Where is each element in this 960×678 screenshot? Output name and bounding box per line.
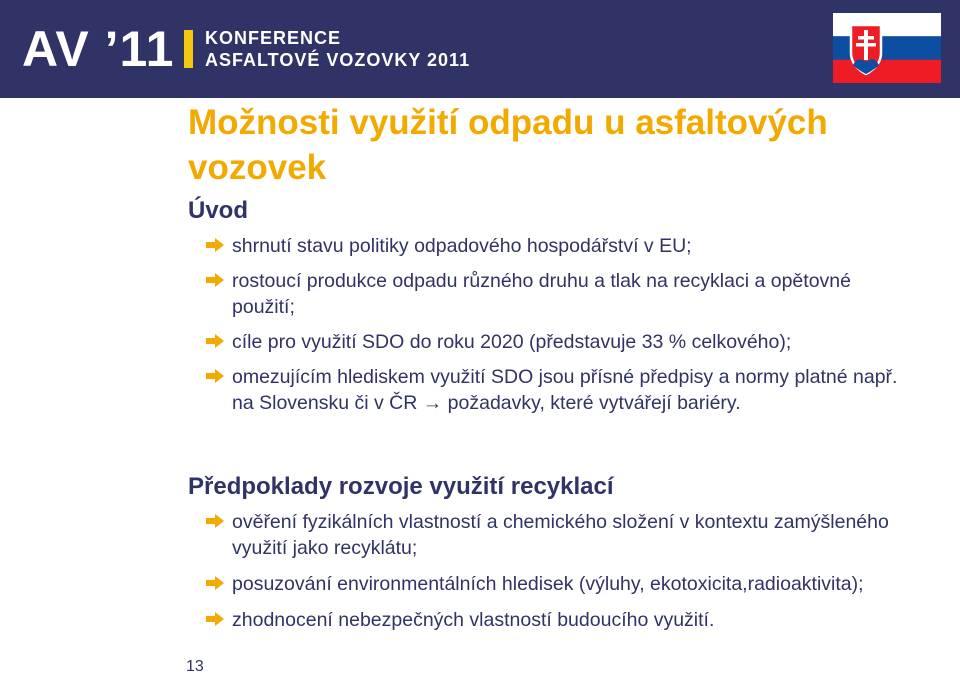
arrow-bullet-icon xyxy=(205,611,225,627)
logo-divider xyxy=(184,30,193,68)
prerequisites-bullet-list xyxy=(205,509,905,643)
list-item xyxy=(205,268,905,320)
arrow-bullet-icon xyxy=(205,333,225,349)
page-number: 13 xyxy=(186,658,204,675)
list-item xyxy=(205,509,905,561)
list-item-text: ověření fyzikálních vlastností a chemického složení v kontextu zamýšleného využití jako recyklátu; xyxy=(232,511,889,559)
arrow-bullet-icon xyxy=(205,575,225,591)
arrow-bullet-icon xyxy=(205,237,225,253)
list-item xyxy=(205,233,905,259)
list-item-text: zhodnocení nebezpečných vlastností budoucího využití. xyxy=(232,609,715,631)
list-item xyxy=(205,607,905,633)
section-heading-prerequisites: Předpoklady rozvoje využití recyklací xyxy=(188,473,614,500)
conference-logo: AV ’11 xyxy=(22,21,175,77)
list-item-text: omezujícím hlediskem využití SDO jsou přísné předpisy a normy platné např. na Slovensku či v ČR → požadavky, které vytvářejí bariéry. xyxy=(232,366,898,414)
list-item-text: shrnutí stavu politiky odpadového hospodářství v EU; xyxy=(232,235,692,257)
intro-bullet-list xyxy=(205,233,905,425)
list-item-text: cíle pro využití SDO do roku 2020 (představuje 33 % celkového); xyxy=(232,331,792,353)
list-item xyxy=(205,364,905,416)
slide-title: Možnosti využití odpadu u asfaltových vozovek xyxy=(188,103,828,187)
arrow-bullet-icon xyxy=(205,368,225,384)
conference-name: ASFALTOVÉ VOZOVKY 2011 xyxy=(205,50,471,70)
slovak-flag-icon xyxy=(833,13,941,83)
list-item xyxy=(205,329,905,355)
header-banner xyxy=(0,0,960,98)
section-heading-intro: Úvod xyxy=(188,197,248,224)
arrow-bullet-icon xyxy=(205,513,225,529)
conference-label: KONFERENCE xyxy=(205,28,342,48)
list-item-text: posuzování environmentálních hledisek (výluhy, ekotoxicita,radioaktivita); xyxy=(232,573,864,595)
arrow-bullet-icon xyxy=(205,272,225,288)
list-item-text: rostoucí produkce odpadu různého druhu a tlak na recyklaci a opětovné použití; xyxy=(232,270,851,318)
list-item xyxy=(205,571,905,597)
